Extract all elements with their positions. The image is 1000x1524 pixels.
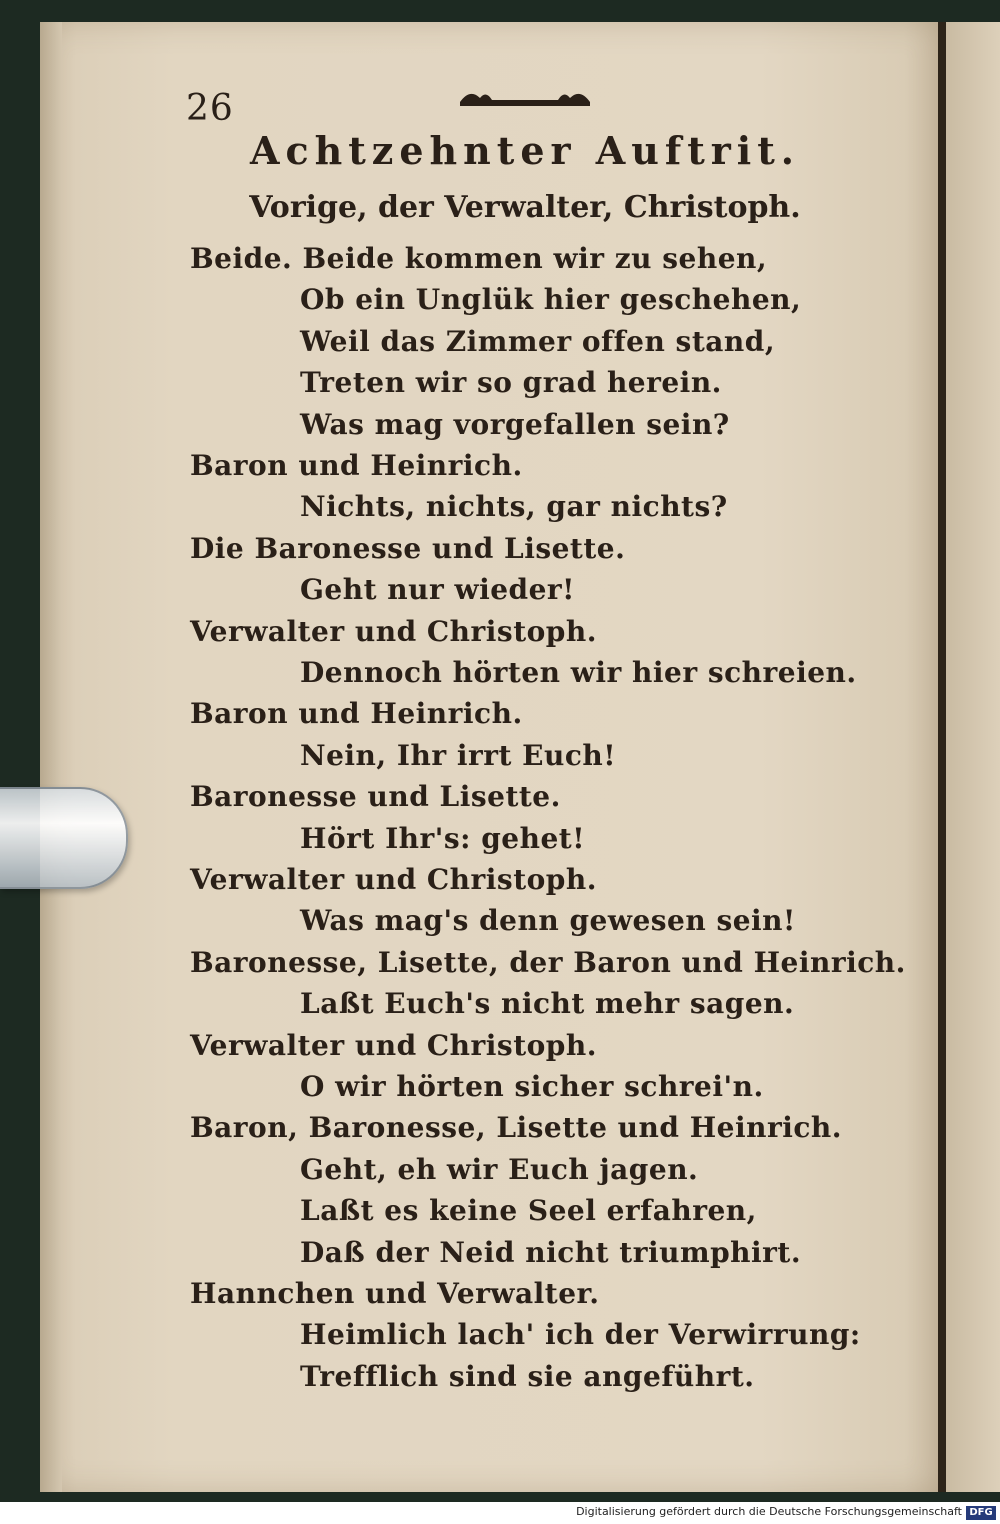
speaker-line: Die Baronesse und Lisette. [190,532,626,565]
verse-line: Geht nur wieder! [300,573,575,606]
verse-line: Trefflich sind sie angeführt. [300,1360,755,1393]
speaker-line: Baron, Baronesse, Lisette und Heinrich. [190,1111,843,1144]
verse-line: Nichts, nichts, gar nichts? [300,490,728,523]
verse-line: Nein, Ihr irrt Euch! [300,739,617,772]
speaker-line: Verwalter und Christoph. [190,1029,597,1062]
verse-line: Was mag's denn gewesen sein! [300,904,796,937]
speaker-line: Baronesse und Lisette. [190,780,561,813]
speaker-line: Baron und Heinrich. [190,449,523,482]
scene-heading: Achtzehnter Auftrit. [249,128,801,173]
verse-line: Daß der Neid nicht triumphirt. [300,1236,802,1269]
verse-line: Hört Ihr's: gehet! [300,822,585,855]
verse-line: Treten wir so grad herein. [300,366,722,399]
ornament-rule-icon [458,84,592,110]
facing-page-edge [946,22,1000,1492]
dfg-logo: DFG [966,1506,996,1520]
speaker-line: Baron und Heinrich. [190,697,523,730]
speaker-line: Hannchen und Verwalter. [190,1277,600,1310]
scene-cast: Vorige, der Verwalter, Christoph. [249,190,801,225]
verse-line: Was mag vorgefallen sein? [300,408,730,441]
speaker-line: Verwalter und Christoph. [190,615,597,648]
footer [0,1502,1000,1524]
footer-credit: Digitalisierung gefördert durch die Deutsche Forschungsgemeinschaft [576,1505,962,1518]
verse-line: Ob ein Unglük hier geschehen, [300,283,802,316]
speaker-line: Beide. Beide kommen wir zu sehen, [190,242,768,275]
verse-line: Laßt es keine Seel erfahren, [300,1194,757,1227]
verse-line: Heimlich lach' ich der Verwirrung: [300,1318,861,1351]
page-number: 26 [186,88,234,129]
verse-line: Laßt Euch's nicht mehr sagen. [300,987,795,1020]
speaker-line: Verwalter und Christoph. [190,863,597,896]
verse-line: Geht, eh wir Euch jagen. [300,1153,699,1186]
speaker-line: Baronesse, Lisette, der Baron und Heinrich. [190,946,906,979]
verse-line: Dennoch hörten wir hier schreien. [300,656,857,689]
verse-line: O wir hörten sicher schrei'n. [300,1070,764,1103]
verse-line: Weil das Zimmer offen stand, [300,325,776,358]
